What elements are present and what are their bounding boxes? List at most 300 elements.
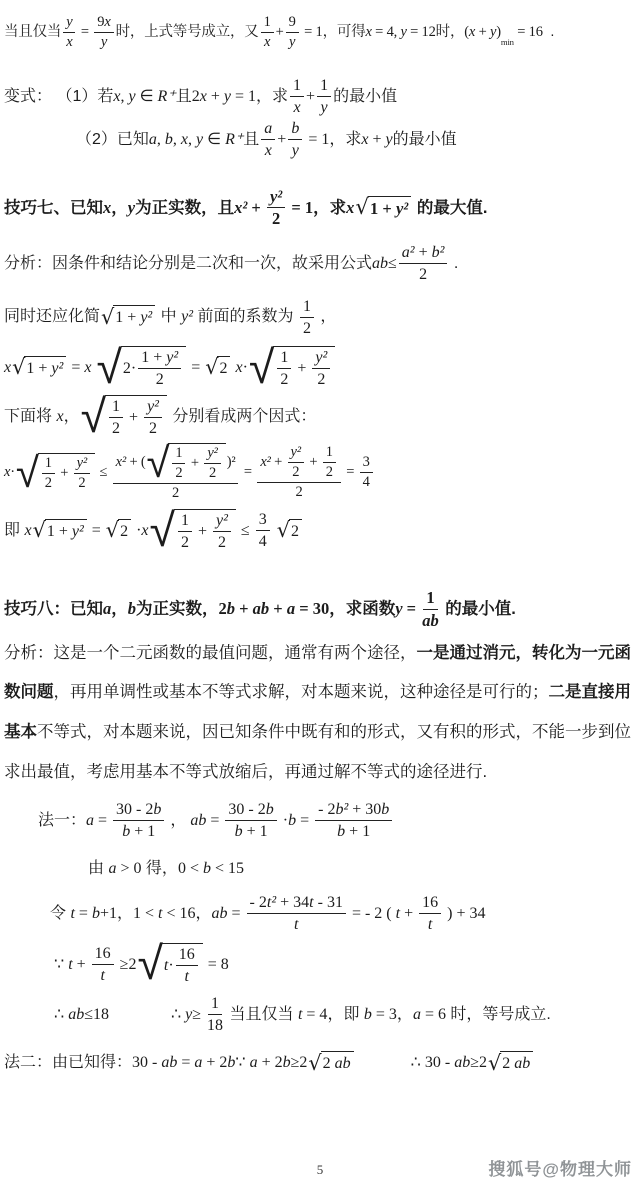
fraction	[422, 588, 439, 631]
math-text: 2	[317, 371, 326, 389]
math-text: 9	[97, 14, 105, 30]
text-run: 分析：这是一个二元函数的最值问题，通常有两个途径，	[4, 643, 417, 662]
math-text: 2	[120, 522, 129, 540]
math-variable: x	[346, 197, 355, 217]
math-variable: b	[282, 1054, 291, 1072]
math-text: 2	[419, 266, 428, 284]
math-text: 1	[320, 76, 329, 94]
math-text: 2·	[122, 359, 137, 377]
text-run: ，	[315, 308, 337, 326]
math-variable: a	[86, 812, 95, 830]
math-text: ≤	[236, 521, 254, 539]
math-variable: y	[320, 98, 328, 116]
math-text: 9	[288, 14, 296, 30]
math-variable: b	[363, 1005, 372, 1023]
math-text: ,	[188, 131, 197, 149]
fraction	[256, 510, 270, 551]
fraction	[257, 444, 341, 502]
math-variable: x	[84, 358, 92, 376]
math-variable: ab	[334, 1055, 351, 1073]
text-run: 的最小值	[392, 131, 457, 149]
text-run: ，	[63, 408, 80, 426]
math-variable: x	[293, 98, 301, 116]
math-variable: b	[288, 812, 297, 830]
math-text: 1	[293, 76, 302, 94]
fraction	[360, 454, 373, 492]
text-run: 分别看成两个因式：	[167, 408, 317, 426]
math-text: =	[187, 358, 205, 376]
radical-sign-icon: √	[105, 518, 120, 543]
text-run: 当且仅当	[4, 24, 62, 41]
fraction	[288, 119, 302, 160]
math-text: 2	[325, 464, 333, 481]
math-variable: ab	[161, 1054, 178, 1072]
math-text: = 3	[371, 1005, 397, 1023]
fraction	[42, 455, 55, 493]
math-text: =	[94, 812, 112, 830]
math-text: 2	[149, 420, 158, 438]
text-run: 令	[50, 905, 71, 923]
math-text: = 12	[406, 24, 436, 41]
math-text: +1	[99, 905, 117, 923]
math-text: =	[177, 1054, 195, 1072]
math-variable: t	[70, 905, 75, 923]
text-run: ，即	[327, 1005, 364, 1023]
math-text: +	[206, 87, 224, 105]
bold-text-run: 一是通过消元，转化为一元函	[416, 643, 631, 662]
math-variable: a	[286, 599, 296, 619]
radical-sign-icon: √	[248, 339, 275, 394]
sqrt-radical	[101, 305, 155, 329]
text-run: 法一：	[38, 812, 87, 830]
math-variable: x	[103, 197, 112, 217]
math-variable: y	[400, 24, 407, 41]
math-text: +	[275, 24, 284, 41]
math-variable: y²	[140, 309, 153, 327]
math-text: ∵	[235, 1054, 250, 1072]
text-run: 求出最值，考虑用基本不等式放缩后，再通过解不等式的途径进行.	[4, 762, 488, 781]
math-variable: x	[4, 463, 11, 480]
math-text: =	[342, 463, 358, 480]
radical-sign-icon: √	[15, 447, 39, 497]
math-text: 1	[112, 398, 121, 416]
math-variable: y	[185, 1005, 193, 1023]
math-text: =	[74, 905, 92, 923]
math-variable: x	[365, 24, 372, 41]
fraction	[277, 348, 291, 389]
sqrt-radical	[15, 447, 95, 497]
text-run: （2）已知	[76, 131, 149, 149]
math-text: 2	[502, 1055, 515, 1073]
math-text: +	[235, 599, 253, 619]
text-run: ，	[116, 905, 133, 923]
math-text: + 1	[345, 823, 371, 841]
math-variable: b	[91, 905, 100, 923]
math-variable: x	[24, 521, 32, 539]
math-text: ∴	[54, 1005, 69, 1023]
text-run: 且	[243, 131, 260, 149]
math-variable: b	[381, 801, 390, 819]
text-run: 变式： （1）若	[4, 87, 114, 105]
math-variable: a	[249, 1054, 258, 1072]
text-run: ，	[111, 198, 128, 217]
math-text: +	[56, 464, 72, 481]
text-run: 时，	[435, 24, 465, 41]
math-variable: y²	[147, 398, 159, 416]
math-text: > 0	[116, 859, 142, 877]
text-run: ，	[195, 905, 212, 923]
sqrt-radical	[248, 339, 335, 394]
math-variable: x	[264, 34, 271, 51]
math-text: )	[496, 24, 501, 41]
radical-sign-icon: √	[80, 389, 107, 444]
math-text: + 2	[257, 1054, 283, 1072]
math-variable: b	[122, 823, 131, 841]
math-text: 2	[295, 484, 303, 501]
math-text: ∵	[54, 955, 69, 973]
fraction	[113, 437, 239, 503]
math-text: =	[240, 463, 256, 480]
fraction	[247, 893, 346, 934]
math-variable: t	[68, 955, 73, 973]
math-variable: x	[180, 131, 189, 149]
math-text: 3	[362, 453, 370, 470]
fraction	[312, 348, 330, 389]
heading-technique-7	[4, 187, 638, 230]
text-run: 当且仅当	[225, 1005, 298, 1023]
math-text: 30 - 2	[116, 801, 154, 819]
math-text: =	[206, 812, 224, 830]
math-text: = 1	[304, 131, 330, 149]
fraction	[267, 187, 285, 230]
math-text: 2	[180, 533, 189, 551]
math-text: 2	[112, 420, 121, 438]
math-text: +	[193, 522, 211, 540]
math-text: ≥2	[470, 1054, 487, 1072]
variant-1	[4, 76, 638, 117]
math-text: 1	[180, 511, 189, 529]
math-text: = 30	[295, 599, 330, 619]
fraction	[300, 297, 314, 338]
text-run: 不等式，对本题来说，因已知条件中既有和的形式，又有积的形式，不能一步到位	[37, 723, 631, 742]
substitution-step	[4, 893, 638, 934]
analysis-8-line-3	[4, 722, 638, 743]
math-text: (	[464, 24, 469, 41]
text-run: ，再用单调性或基本不等式求解，对本题来说，这种途径是可行的；	[53, 683, 549, 702]
fraction	[290, 76, 304, 117]
radical-sign-icon: √	[149, 502, 175, 557]
math-text: =	[227, 905, 245, 923]
watermark-text: 搜狐号@物理大师	[488, 1160, 632, 1179]
math-variable: ab	[514, 1055, 531, 1073]
math-text: ,	[120, 87, 129, 105]
math-variable: y	[128, 87, 136, 105]
math-variable: x²	[260, 453, 271, 470]
math-variable: a²	[401, 244, 415, 262]
fraction	[204, 445, 220, 483]
math-variable: t	[100, 966, 105, 984]
text-run: 技巧七、已知	[4, 198, 103, 217]
math-text: 2	[280, 371, 289, 389]
math-variable: y	[196, 131, 204, 149]
derivation-step-1	[4, 339, 638, 394]
fraction	[399, 243, 448, 284]
sqrt-radical	[96, 339, 186, 394]
math-variable: x	[56, 408, 64, 426]
text-run: ，	[396, 1005, 413, 1023]
math-text: 4	[362, 474, 370, 491]
sqrt-radical	[106, 519, 131, 543]
math-variable: a	[108, 859, 117, 877]
math-text: = 1	[231, 87, 257, 105]
math-text: +	[306, 87, 316, 105]
math-text: +	[187, 454, 203, 471]
math-text: 2	[271, 209, 281, 229]
radical-sign-icon: √	[355, 195, 370, 221]
math-text: +	[125, 409, 143, 427]
fraction	[213, 511, 231, 552]
math-variable: y	[291, 142, 299, 160]
method-2	[4, 1051, 638, 1075]
math-variable: t	[158, 905, 163, 923]
page-number: 5	[316, 1162, 324, 1177]
method-1	[4, 800, 638, 841]
math-text: 30 - 2	[228, 801, 266, 819]
text-run: ，求	[329, 131, 362, 149]
math-variable: x	[361, 131, 369, 149]
math-text: ·	[132, 521, 142, 539]
math-text: +	[72, 955, 90, 973]
math-text: ≥	[192, 1005, 206, 1023]
math-text: + (	[126, 453, 146, 470]
math-variable: b	[227, 1054, 236, 1072]
sqrt-radical	[80, 389, 167, 444]
math-text: 2	[44, 475, 52, 492]
sqrt-radical	[488, 1051, 533, 1075]
math-variable: ab	[454, 1054, 471, 1072]
variant-2	[4, 119, 638, 160]
math-variable: y²	[166, 348, 179, 366]
math-variable: ab	[422, 610, 439, 630]
math-variable: x	[4, 358, 12, 376]
math-variable: y²	[395, 198, 409, 218]
math-text: ≤18	[84, 1005, 109, 1023]
math-variable: y²	[51, 359, 64, 377]
conclusion-step	[4, 502, 638, 557]
text-run: ，可得	[322, 24, 366, 41]
math-text: < 16	[162, 905, 196, 923]
math-text: 30 -	[132, 1054, 162, 1072]
math-variable: y	[490, 24, 497, 41]
fraction	[315, 800, 392, 841]
fraction	[172, 445, 185, 483]
math-variable: x	[235, 358, 243, 376]
math-variable: t	[184, 967, 189, 985]
sqrt-radical	[137, 936, 202, 991]
math-variable: y²	[216, 511, 228, 529]
math-variable: b	[153, 801, 162, 819]
radical-sign-icon: √	[276, 518, 290, 543]
fraction	[144, 397, 162, 438]
math-text: 2	[292, 464, 300, 481]
math-text: 1	[325, 443, 333, 460]
text-run: 为正实数，	[136, 600, 219, 619]
text-run: ，求函数	[329, 600, 396, 619]
fraction	[261, 14, 274, 52]
document-content	[4, 14, 638, 1075]
math-text: + 34	[276, 894, 310, 912]
math-variable: b	[234, 823, 243, 841]
math-text: = - 2 (	[347, 905, 396, 923]
math-text: +	[475, 24, 490, 41]
math-text: 16	[94, 944, 111, 962]
fraction	[419, 893, 441, 934]
fraction	[286, 14, 299, 52]
math-variable: y²	[269, 186, 283, 206]
math-variable: b	[291, 120, 300, 138]
math-variable: b	[265, 801, 274, 819]
math-text: ∴	[170, 1005, 186, 1023]
math-text: 16	[422, 894, 439, 912]
conclusion-method-1	[4, 994, 638, 1035]
math-text: + 1	[242, 823, 268, 841]
math-text: ≤	[388, 255, 397, 273]
text-run: 时，等号成立.	[445, 1005, 551, 1023]
radical-sign-icon: √	[137, 936, 163, 991]
math-variable: a	[148, 131, 157, 149]
math-text: 1	[280, 348, 289, 366]
math-variable: b	[164, 131, 173, 149]
math-variable: x	[199, 87, 207, 105]
sqrt-radical	[277, 519, 302, 543]
math-text: 2	[217, 533, 226, 551]
math-variable: y²	[207, 444, 218, 461]
math-text: 1 +	[370, 198, 396, 218]
fraction	[109, 397, 123, 438]
fraction	[113, 800, 164, 841]
math-variable: t	[294, 916, 299, 934]
fraction	[207, 994, 223, 1035]
math-variable: y²	[290, 443, 301, 460]
sqrt-radical	[33, 519, 87, 543]
math-text: 2	[175, 465, 183, 482]
math-text: 18	[207, 1017, 224, 1035]
radical-sign-icon: √	[487, 1050, 502, 1075]
fraction	[261, 119, 275, 160]
text-run: 法二：由已知得：	[4, 1054, 133, 1072]
heading-technique-8	[4, 588, 638, 631]
math-variable: t	[309, 894, 314, 912]
math-variable: x	[66, 34, 73, 51]
fraction	[178, 511, 192, 552]
bold-text-run: 基本	[4, 723, 37, 742]
math-text: 1	[263, 14, 271, 30]
analysis-8-line-2	[4, 682, 638, 703]
math-text: 2	[155, 371, 164, 389]
math-text: +	[368, 131, 386, 149]
text-run: .	[449, 255, 459, 273]
math-variable: y²	[315, 348, 328, 366]
math-variable: R⁺	[157, 87, 176, 105]
math-text: = 4	[302, 1005, 328, 1023]
math-variable: t	[163, 956, 169, 974]
math-text: ≤	[96, 463, 111, 480]
text-run: .	[542, 24, 555, 41]
math-text: =	[67, 358, 85, 376]
math-text: +	[247, 197, 265, 217]
factors-note	[4, 389, 638, 444]
sqrt-radical	[12, 356, 66, 380]
math-text: ,	[156, 131, 165, 149]
horizontal-spacer	[355, 1063, 411, 1064]
bold-text-run: 二是直接用	[548, 683, 631, 702]
math-variable: ab	[68, 1005, 85, 1023]
analysis-8-line-1	[4, 643, 638, 664]
math-text: 1	[211, 994, 220, 1012]
math-text: - 2	[318, 801, 336, 819]
math-variable: t	[427, 916, 433, 934]
math-variable: y²	[71, 522, 84, 540]
math-variable: y	[127, 197, 136, 217]
subscript: min	[500, 37, 514, 48]
math-text: ，	[166, 812, 191, 830]
math-text: 2	[78, 475, 86, 492]
math-text: 1	[302, 297, 311, 315]
fraction	[138, 348, 181, 389]
math-text: ∈	[203, 131, 226, 149]
math-text: =	[87, 521, 105, 539]
math-text: ·	[168, 956, 174, 974]
analysis-8-line-4	[4, 762, 638, 783]
text-run: 分析：因条件和结论分别是二次和一次，故采用公式	[4, 255, 373, 273]
math-text: < 15	[210, 859, 244, 877]
math-variable: a	[194, 1054, 203, 1072]
sqrt-radical	[146, 437, 226, 487]
analysis-technique-7	[4, 243, 638, 284]
text-run: 下面将	[4, 408, 57, 426]
math-variable: ab	[190, 812, 207, 830]
sqrt-radical	[355, 196, 411, 220]
math-text: + 2	[202, 1054, 228, 1072]
math-text: +	[293, 359, 311, 377]
math-text: ·	[10, 463, 15, 480]
math-text: 2	[191, 87, 200, 105]
math-text: + 30	[348, 801, 382, 819]
math-variable: y	[66, 14, 73, 30]
math-variable: ab	[211, 905, 228, 923]
text-run: 同时还应化简	[4, 308, 101, 326]
math-text	[272, 520, 276, 542]
math-text: 2	[208, 465, 217, 482]
math-variable: R⁺	[225, 131, 244, 149]
text-run: 中	[156, 308, 182, 326]
math-text: +	[414, 244, 432, 262]
math-variable: ab	[252, 599, 270, 619]
text-run: 且	[175, 87, 192, 105]
math-variable: y²	[181, 308, 194, 326]
math-text: +	[400, 905, 418, 923]
text-run: 的最小值.	[440, 600, 516, 619]
math-variable: x²	[115, 453, 127, 470]
math-variable: x	[104, 14, 111, 30]
math-text: 2	[290, 522, 299, 540]
math-variable: b	[226, 599, 235, 619]
radical-sign-icon: √	[205, 355, 219, 380]
text-run: 的最大值.	[412, 198, 488, 217]
math-text: 1 +	[141, 348, 167, 366]
text-run: ，求	[313, 198, 347, 217]
text-run: 为正实数，且	[135, 198, 235, 217]
